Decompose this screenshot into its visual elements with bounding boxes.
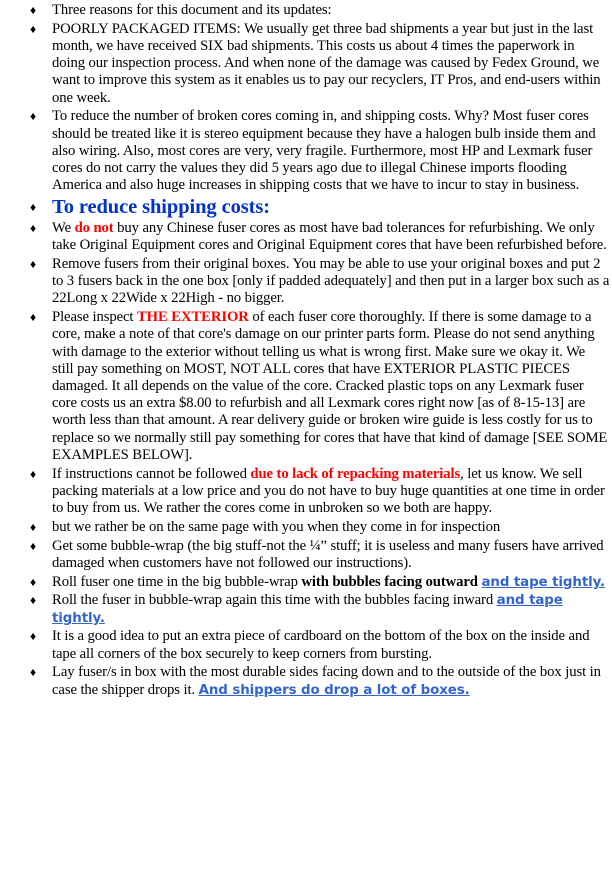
item-text-end: buy any Chinese fuser cores as most have bad tolerances for refurbishing. We only take Original Equipment cores and Original Equipment cores that have been refurbished before. xyxy=(52,220,607,254)
item-text-start: If instructions cannot be followed xyxy=(52,465,251,482)
highlight-red-text: due to lack of repacking materials xyxy=(250,465,461,482)
diamond-bullet-icon: ♦ xyxy=(30,109,37,124)
tape-tightly-link[interactable]: and tape tightly. xyxy=(481,574,606,590)
shippers-drop-boxes-link[interactable]: And shippers do drop a lot of boxes. xyxy=(198,682,470,698)
bold-text: with bubbles facing outward xyxy=(301,573,478,590)
list-item xyxy=(0,664,612,698)
item-text: Get some bubble-wrap (the big stuff-not the ¼” stuff; it is useless and many fusers have arrived damaged when customers have not followed our instructions). xyxy=(52,537,604,571)
diamond-bullet-icon: ♦ xyxy=(30,257,37,272)
item-text-start: Please inspect xyxy=(52,309,137,326)
document-page xyxy=(0,2,612,700)
highlight-red-text: do not xyxy=(74,220,114,237)
list-item xyxy=(0,256,612,308)
diamond-bullet-icon: ♦ xyxy=(30,3,37,17)
diamond-bullet-icon: ♦ xyxy=(30,665,37,680)
item-text-end: of each fuser core thoroughly. If there is some damage to a core, make a note of that core's damage on our printer parts form. Please do not send anything with damage to the exterior without telling us what is wrong first. Make sure we okay it. We still pay something on MOST, NOT ALL cores that have EXTERIOR PLASTIC PIECES damaged. It all depends on the value of the core. Cracked plastic tops on any Lexmark fuser core costs us an extra $8.00 to refurbish and all Lexmark cores right now [as of 8-15-13] are worth less than that amount. A rear delivery guide or broken wire guide is less costly for us to replace so we normally still pay something for cores that have that kind of damage [SEE SOME EXAMPLES BELOW]. xyxy=(52,309,608,463)
diamond-bullet-icon: ♦ xyxy=(30,593,37,608)
list-item xyxy=(0,2,612,19)
diamond-bullet-icon: ♦ xyxy=(30,574,37,589)
item-text-end: , let us know. We sell packing materials at a low price and you do not have to buy huge quantities at one time in order to buy from us. We rather the cores come in unbroken so we both are happy. xyxy=(52,465,605,517)
list-item xyxy=(0,592,612,626)
highlight-red-text: THE EXTERIOR xyxy=(136,309,249,326)
item-text: It is a good idea to put an extra piece of cardboard on the bottom of the box on the inside and tape all corners of the box securely to keep corners from bursting. xyxy=(52,628,590,662)
diamond-bullet-icon: ♦ xyxy=(30,519,37,534)
list-item xyxy=(0,108,612,194)
diamond-bullet-icon: ♦ xyxy=(30,538,37,553)
tape-tightly-link[interactable]: and tape tightly. xyxy=(52,593,563,626)
diamond-bullet-icon: ♦ xyxy=(30,629,37,644)
item-text-start: Lay fuser/s in box with the most durable sides facing down and to the outside of the box just in case the shipper drops it. xyxy=(52,664,601,698)
diamond-bullet-icon: ♦ xyxy=(30,221,37,236)
item-text: POORLY PACKAGED ITEMS: We usually get three bad shipments a year but just in the last month, we have received SIX bad shipments. This costs us about 4 times the paperwork in doing our inspection process. And when none of the damage was caused by Fedex Ground, we want to improve this system as it enables us to pay our recyclers, IT Pros, and end-users within one week. xyxy=(52,20,601,106)
item-text: but we rather be on the same page with you when they come in for inspection xyxy=(52,518,501,535)
item-text: To reduce the number of broken cores coming in, and shipping costs. Why? Most fuser cores should be treated like it is stereo equipment because they have a halogen bulb inside them and also wiring. Also, most cores are very, very fragile. Furthermore, most HP and Lexmark fuser cores do not carry the values they did 5 years ago due to illegal Chinese imports flooding America and also huge increases in shipping costs that we have to incur to stay in business. xyxy=(52,108,596,194)
list-item xyxy=(0,519,612,536)
list-item xyxy=(0,309,612,464)
list-item xyxy=(0,538,612,572)
item-text-start: Roll fuser one time in the big bubble-wrap xyxy=(52,573,302,590)
diamond-bullet-icon: ♦ xyxy=(30,200,37,215)
heading-text: To reduce shipping costs: xyxy=(52,196,270,219)
list-item xyxy=(0,466,612,518)
list-item xyxy=(0,574,612,591)
item-text-start: We xyxy=(52,220,75,237)
item-text-start: Roll the fuser in bubble-wrap again this time with the bubbles facing inward xyxy=(52,592,497,609)
bullet-list xyxy=(0,2,612,699)
diamond-bullet-icon: ♦ xyxy=(30,466,37,481)
list-item xyxy=(0,220,612,254)
list-item xyxy=(0,628,612,662)
item-text: Remove fusers from their original boxes. You may be able to use your original boxes and put 2 to 3 fusers back in the one box [only if padded adequately] and then put in a larger box such as a 22Long x 22Wide x 22High - no bigger. xyxy=(52,256,610,307)
diamond-bullet-icon: ♦ xyxy=(30,21,37,36)
diamond-bullet-icon: ♦ xyxy=(30,310,37,325)
list-item xyxy=(0,21,612,107)
item-text: Three reasons for this document and its updates: xyxy=(52,2,332,18)
section-heading xyxy=(0,196,612,218)
